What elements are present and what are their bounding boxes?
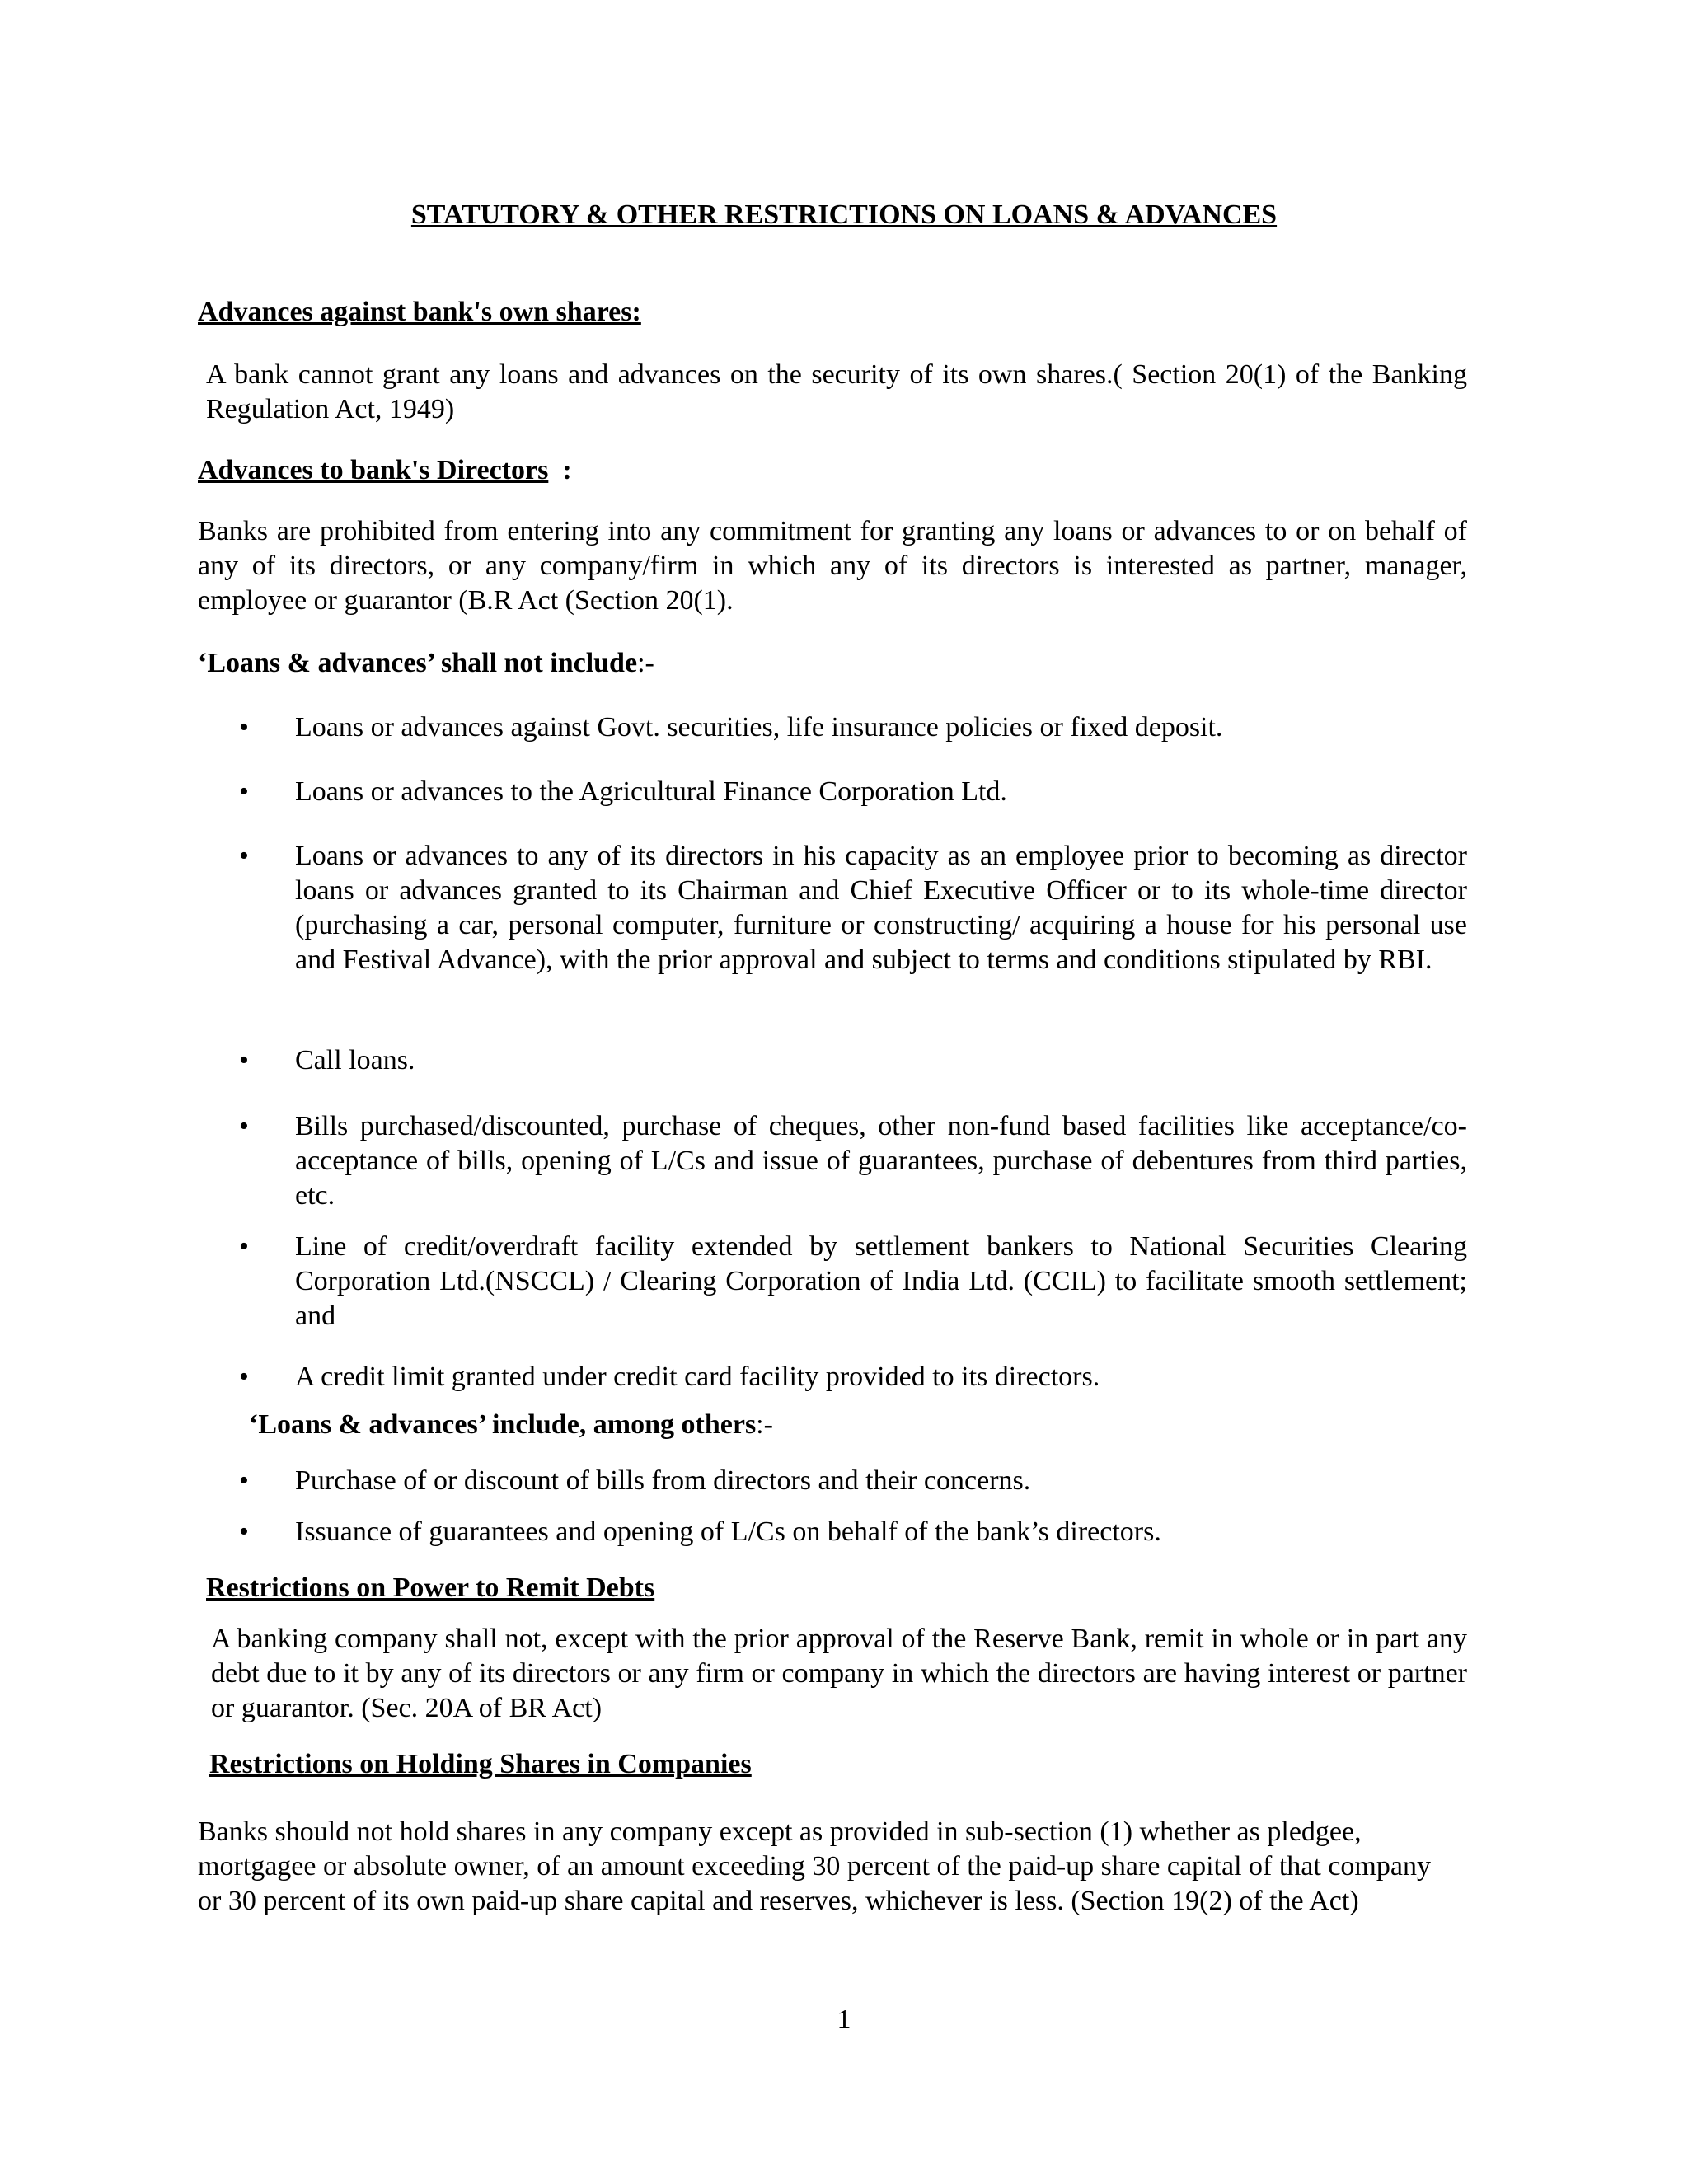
list-item-text: Loans or advances to any of its directors in his capacity as an employee prior to becoming as director loans or advances granted to its Chairman and Chief Executive Officer or to its whole-time director (purchasing a car, personal computer, furniture or constructing/ acquiring a house for his personal use and Festival Advance), with the prior approval and subject to terms and conditions stipulated by RBI. [295,841,1467,975]
bullet-icon: • [239,1361,249,1392]
bullet-icon: • [239,1516,249,1547]
list-item-text: Call loans. [295,1045,415,1076]
list-item-text: Line of credit/overdraft facility extended by settlement bankers to National Securities Clearing Corporation Ltd.(NSCCL) / Clearing Corporation of India Ltd. (CCIL) to facilitate smooth settlement; and [295,1231,1467,1331]
section-heading-remit-debts [206,1571,1475,1605]
paragraph-holding-shares: Banks should not hold shares in any company except as provided in sub-section (1) whether as pledgee, mortgagee or absolute owner, of an amount exceeding 30 percent of the paid-up share capital of that company or 30 percent of its own paid-up share capital and reserves, whichever is less. (Section 19(2) of the Act) [198,1816,1431,1916]
inclusions-heading [249,1408,1518,1442]
list-item-text: Loans or advances to the Agricultural Finance Corporation Ltd. [295,776,1007,807]
list-item-text: Bills purchased/discounted, purchase of cheques, other non-fund based facilities like acceptance/co-acceptance of bills, opening of L/Cs and issue of guarantees, purchase of debentures from third parties, etc. [295,1111,1467,1211]
section-heading-holding-shares [209,1747,1479,1782]
paragraph-directors: Banks are prohibited from entering into any commitment for granting any loans or advances to or on behalf of any of its directors, or any company/firm in which any of its directors is interested as partner, manager, employee or guarantor (B.R Act (Section 20(1). [198,516,1467,616]
exclusions-heading-text: ‘Loans & advances’ shall not include [198,648,638,678]
page-number: 1 [837,2004,851,2035]
bullet-icon: • [239,841,249,871]
section-heading-directors-suffix: : [548,455,572,485]
list-item-text: Loans or advances against Govt. securities, life insurance policies or fixed deposit. [295,712,1223,743]
bullet-icon: • [239,1231,249,1262]
bullet-icon: • [239,1111,249,1141]
paragraph-remit-debts: A banking company shall not, except with the prior approval of the Reserve Bank, remit in whole or in part any debt due to it by any of its directors or any firm or company in which the directors are having interest or partner or guarantor. (Sec. 20A of BR Act) [211,1624,1467,1723]
list-item-text: Issuance of guarantees and opening of L/Cs on behalf of the bank’s directors. [295,1516,1161,1547]
bullet-icon: • [239,1465,249,1496]
exclusions-heading-suffix: :- [637,648,654,678]
bullet-icon: • [239,1045,249,1076]
list-item-text: A credit limit granted under credit card facility provided to its directors. [295,1361,1100,1392]
page-title: STATUTORY & OTHER RESTRICTIONS ON LOANS & ADVANCES [410,199,1278,230]
bullet-icon: • [239,776,249,807]
section-heading-own-shares-text: Advances against bank's own shares: [198,297,641,327]
section-heading-remit-debts-text: Restrictions on Power to Remit Debts [206,1572,655,1603]
paragraph-own-shares: A bank cannot grant any loans and advances on the security of its own shares.( Section 20(1) of the Banking Regulation Act, 1949) [206,359,1467,424]
inclusions-heading-suffix: :- [756,1409,773,1440]
section-heading-directors [198,453,1467,488]
inclusions-heading-text: ‘Loans & advances’ include, among others [249,1409,757,1440]
section-heading-holding-shares-text: Restrictions on Holding Shares in Companies [209,1749,752,1779]
exclusions-heading [198,646,1467,681]
bullet-icon: • [239,712,249,743]
list-item-text: Purchase of or discount of bills from directors and their concerns. [295,1465,1031,1496]
section-heading-own-shares [198,295,1467,330]
section-heading-directors-text: Advances to bank's Directors [198,455,549,485]
